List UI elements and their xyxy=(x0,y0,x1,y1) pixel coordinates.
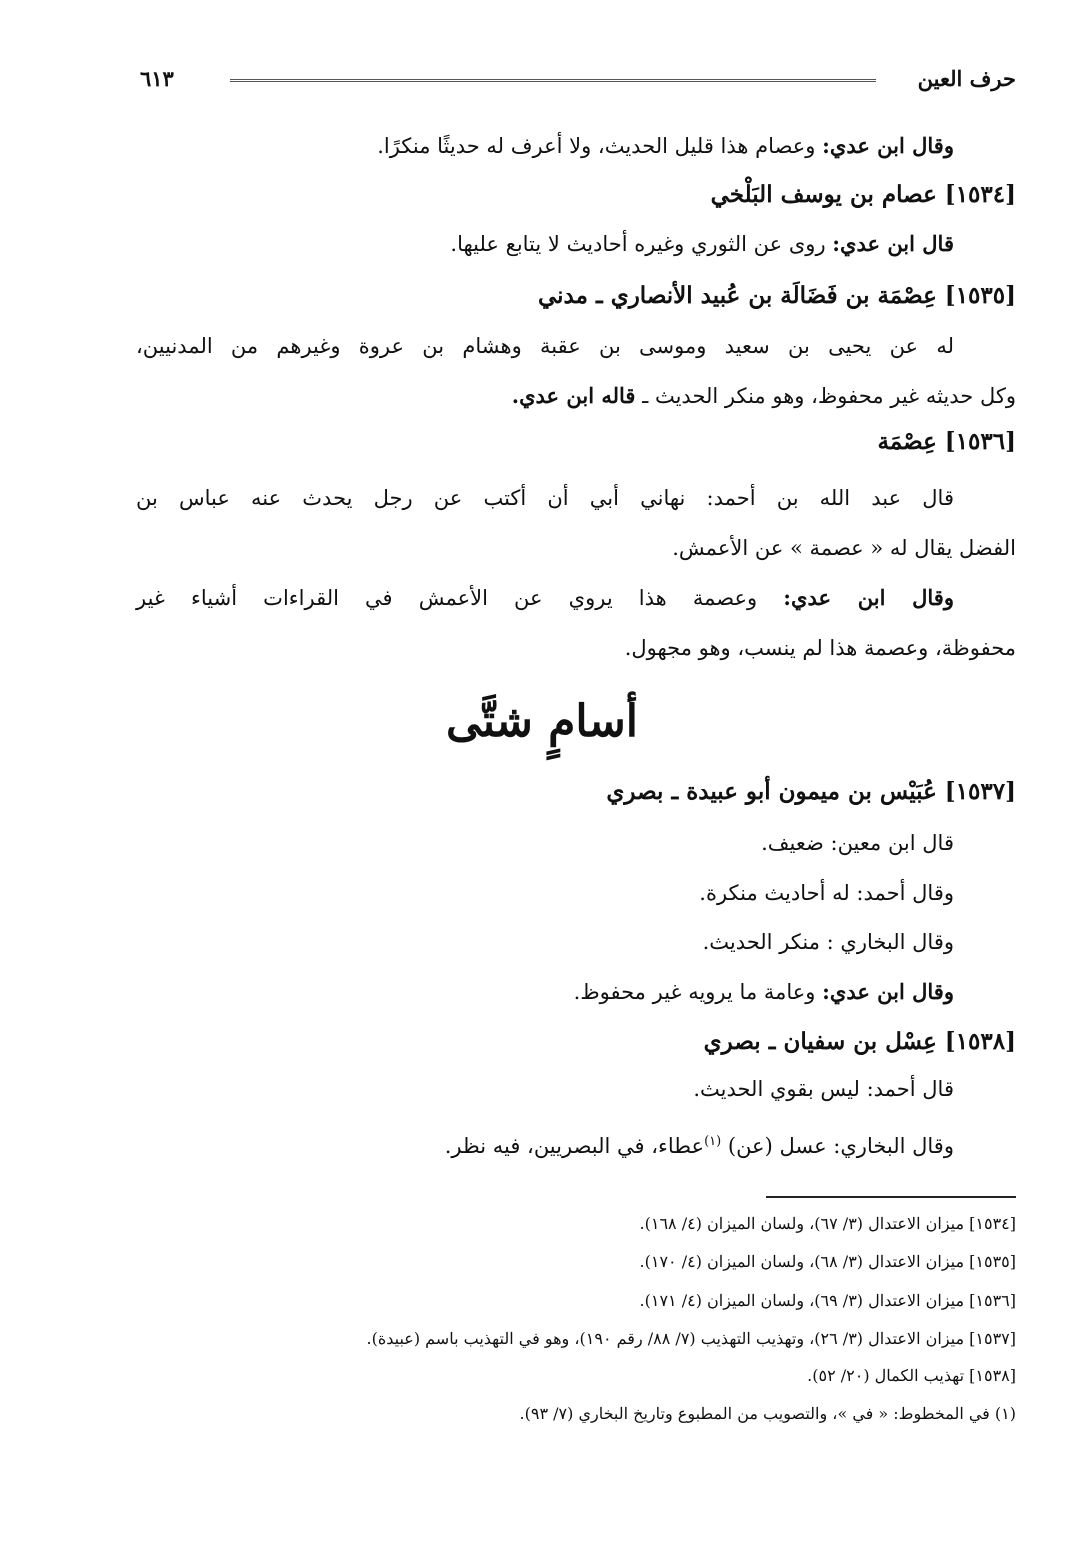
text-line xyxy=(445,1122,954,1166)
line-text: وعامة ما يرويه غير محفوظ. xyxy=(573,980,823,1004)
text-line: محفوظة، وعصمة هذا لم ينسب، وهو مجهول. xyxy=(624,636,1016,660)
text-line: وقال أحمد: له أحاديث منكرة. xyxy=(699,881,954,905)
text-line xyxy=(136,578,954,618)
text-line xyxy=(512,376,1016,416)
text-line: قال عبد الله بن أحمد: نهاني أبي أن أكتب عن رجل يحدث عنه عباس بن xyxy=(136,486,954,510)
attribution: قاله ابن عدي. xyxy=(511,383,636,408)
footnote: [١٥٣٨] تهذيب الكمال (٢٠/ ٥٢). xyxy=(807,1366,1016,1385)
line-text: عطاء، في البصريين، فيه نظر. xyxy=(444,1134,705,1158)
text-line: وقال البخاري : منكر الحديث. xyxy=(702,930,954,954)
footnote: [١٥٣٤] ميزان الاعتدال (٣/ ٦٧)، ولسان الميزان (٤/ ١٦٨). xyxy=(639,1214,1016,1233)
text-line: الفضل يقال له « عصمة » عن الأعمش. xyxy=(672,536,1016,560)
text-line: قال أحمد: ليس بقوي الحديث. xyxy=(693,1077,954,1101)
line-text: وعصام هذا قليل الحديث، ولا أعرف له حديثًا منكرًا. xyxy=(377,134,823,158)
text-line: له عن يحيى بن سعيد وموسى بن عقبة وهشام بن عروة وغيرهم من المدنيين، xyxy=(136,334,954,358)
running-header xyxy=(140,66,1016,100)
text-line xyxy=(574,972,954,1012)
entry-1537-heading: [١٥٣٧] عُبَيْس بن ميمون أبو عبيدة ـ بصري xyxy=(606,778,1016,805)
footnote: [١٥٣٥] ميزان الاعتدال (٣/ ٦٨)، ولسان الميزان (٤/ ١٧٠). xyxy=(639,1252,1016,1271)
footnote: (١) في المخطوط: « في »، والتصويب من المطبوع وتاريخ البخاري (٧/ ٩٣). xyxy=(519,1404,1016,1423)
footnote: [١٥٣٧] ميزان الاعتدال (٣/ ٢٦)، وتهذيب التهذيب (٧/ ٨٨/ رقم ١٩٠)، وهو في التهذيب باسم (عبيدة). xyxy=(366,1329,1016,1348)
entry-1535-heading: [١٥٣٥] عِصْمَة بن فَضَالَة بن عُبيد الأنصاري ـ مدني xyxy=(537,282,1016,309)
footnote: [١٥٣٦] ميزان الاعتدال (٣/ ٦٩)، ولسان الميزان (٤/ ١٧١). xyxy=(639,1291,1016,1310)
footnote-marker: (١) xyxy=(704,1134,722,1149)
section-title: أسامٍ شتَّى xyxy=(446,696,638,747)
speaker-label: قال ابن عدي: xyxy=(832,231,954,256)
line-text: وعصمة هذا يروي عن الأعمش في القراءات أشياء غير xyxy=(136,586,784,610)
line-text: وكل حديثه غير محفوظ، وهو منكر الحديث ـ xyxy=(635,384,1016,408)
speaker-label: وقال ابن عدي: xyxy=(783,585,954,610)
page-number: ٦١٣ xyxy=(140,66,174,91)
line-text: وقال البخاري: عسل (عن) xyxy=(721,1134,954,1158)
text-line xyxy=(377,126,954,166)
line-text: روى عن الثوري وغيره أحاديث لا يتابع عليها. xyxy=(450,232,833,256)
header-rule xyxy=(230,79,876,82)
entry-1536-heading: [١٥٣٦] عِصْمَة xyxy=(877,428,1016,455)
text-line: قال ابن معين: ضعيف. xyxy=(761,831,954,855)
text-line xyxy=(450,224,954,264)
speaker-label: وقال ابن عدي: xyxy=(822,979,954,1004)
footnote-divider xyxy=(766,1196,1016,1198)
speaker-label: وقال ابن عدي: xyxy=(822,133,954,158)
section-heading: حرف العين xyxy=(917,66,1016,91)
entry-1538-heading: [١٥٣٨] عِسْل بن سفيان ـ بصري xyxy=(703,1028,1016,1055)
entry-1534-heading: [١٥٣٤] عصام بن يوسف البَلْخي xyxy=(710,181,1016,208)
